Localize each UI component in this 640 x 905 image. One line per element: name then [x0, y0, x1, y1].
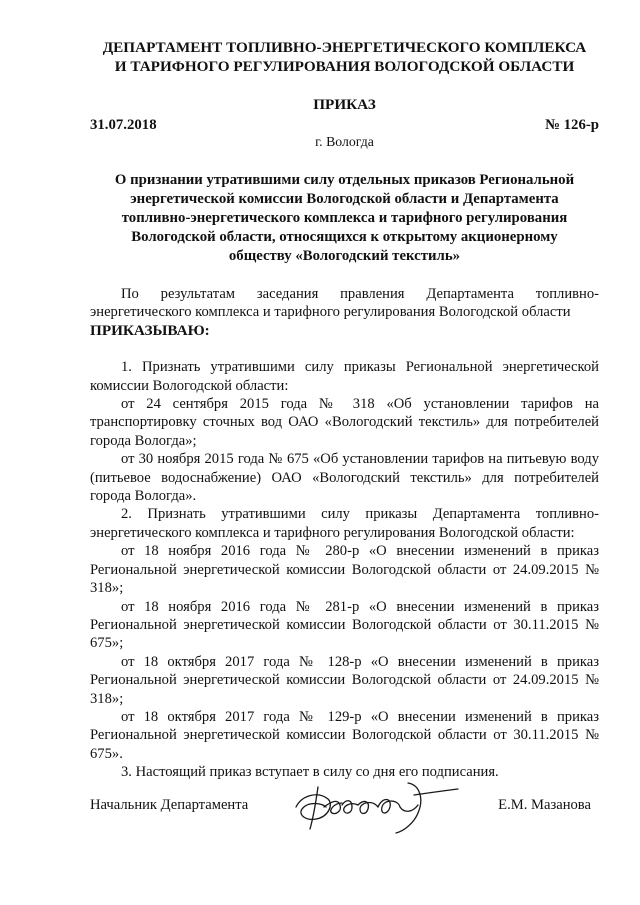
order-title: ПРИКАЗ: [313, 96, 376, 113]
preamble: По результатам заседания правления Департамента топливно-энергетического комплекса и тарифного регулирования Вологодской области: [90, 286, 599, 321]
item-3: 3. Настоящий приказ вступает в силу со дня его подписания.: [121, 764, 499, 781]
order-body: [90, 285, 599, 782]
signer-role: Начальник Департамента: [90, 797, 249, 813]
item-2: 2. Признать утратившими силу приказы Департамента топливно-энергетического комплекса и тарифного регулирования Вологодской области:: [90, 506, 599, 541]
item-2-c: от 18 октября 2017 года № 128-р «О внесении изменений в приказ Региональной энергетической комиссии Вологодской области от 24.09.2015 № 318»;: [90, 653, 599, 707]
prikazyvayu: ПРИКАЗЫВАЮ:: [90, 321, 210, 339]
item-1-b: от 30 ноября 2015 года № 675 «Об установлении тарифов на питьевую воду (питьевое водоснабжение) ОАО «Вологодский текстиль» для потребителей города Вологда».: [90, 451, 599, 505]
item-2-b: от 18 ноября 2016 года № 281-р «О внесении изменений в приказ Региональной энергетической комиссии Вологодской области от 30.11.2015 № 675»;: [90, 598, 599, 652]
header-line-2: И ТАРИФНОГО РЕГУЛИРОВАНИЯ ВОЛОГОДСКОЙ ОБЛАСТИ: [114, 58, 575, 75]
order-subject: О признании утратившими силу отдельных приказов Региональной энергетической комиссии Вологодской области и Департамента топливно-энергетического комплекса и тарифного регулирования Вологодской области, относящихся к открытому акционерному обществу «Вологодский текстиль»: [114, 172, 575, 264]
order-dateline: [90, 117, 599, 134]
signature-block: [90, 797, 599, 847]
order-city: г. Вологда: [315, 134, 374, 149]
item-2-a: от 18 ноября 2016 года № 280-р «О внесении изменений в приказ Региональной энергетической комиссии Вологодской области от 24.09.2015 № 318»;: [90, 543, 599, 597]
order-date: 31.07.2018: [90, 117, 157, 133]
document-page: [90, 38, 599, 782]
order-number: № 126-р: [545, 117, 599, 133]
department-header: [90, 38, 599, 76]
handwritten-signature: [288, 777, 463, 835]
item-1: 1. Признать утратившими силу приказы Региональной энергетической комиссии Вологодской области:: [90, 359, 599, 394]
header-line-1: ДЕПАРТАМЕНТ ТОПЛИВНО-ЭНЕРГЕТИЧЕСКОГО КОМПЛЕКСА: [102, 39, 587, 56]
signer-name: Е.М. Мазанова: [498, 797, 591, 813]
item-2-d: от 18 октября 2017 года № 129-р «О внесении изменений в приказ Региональной энергетической комиссии Вологодской области от 30.11.2015 № 675».: [90, 708, 599, 762]
item-1-a: от 24 сентября 2015 года № 318 «Об установлении тарифов на транспортировку сточных вод ОАО «Вологодский текстиль» для потребителей города Вологда»;: [90, 396, 599, 449]
